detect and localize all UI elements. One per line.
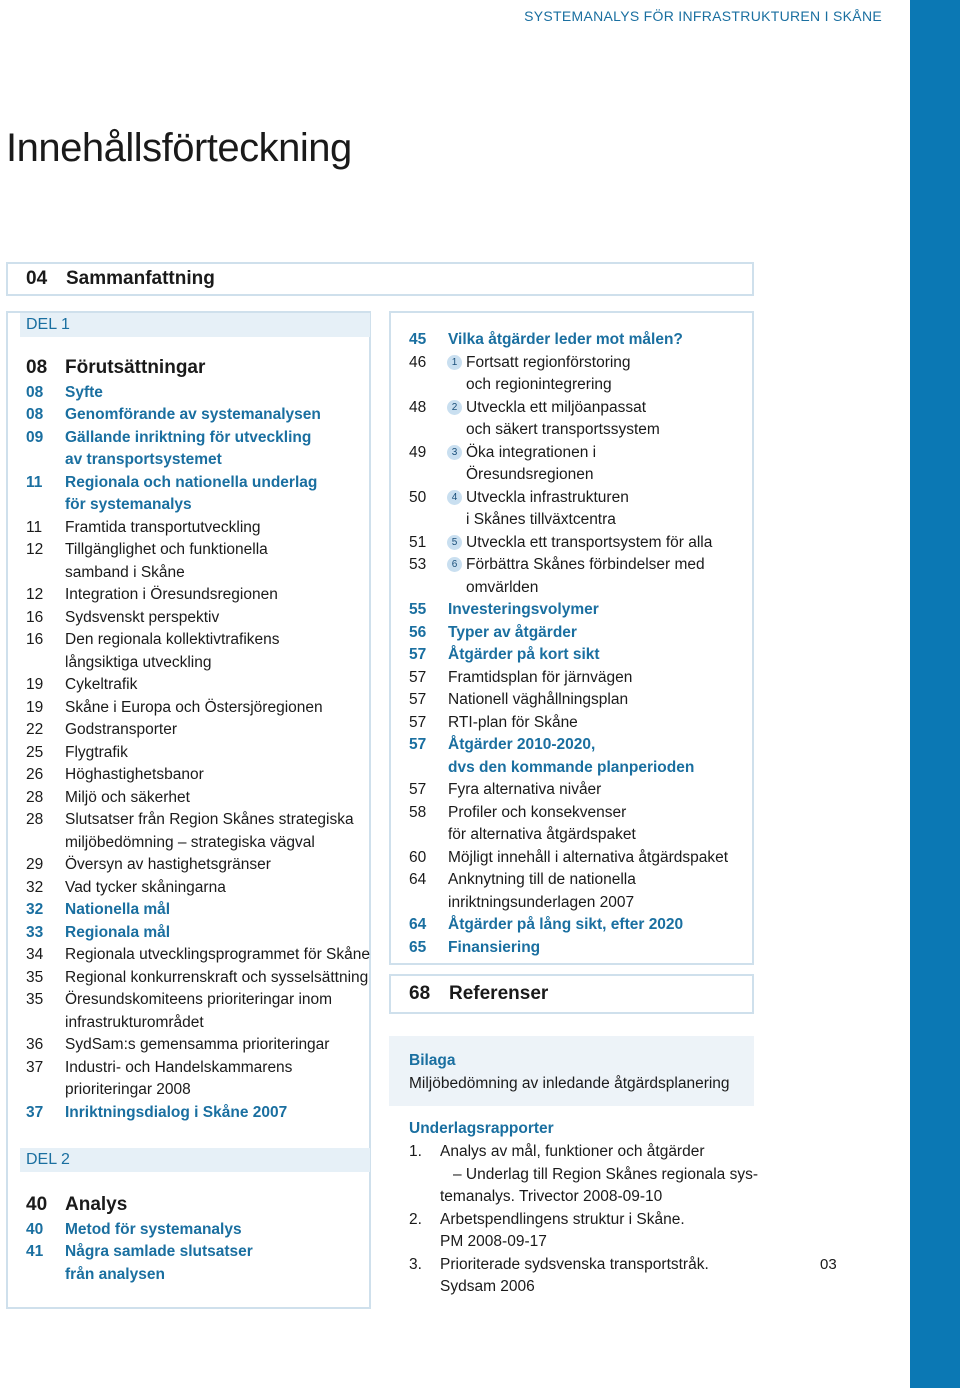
toc-entry-text: Åtgärder 2010-2020, [448, 736, 596, 753]
side-color-bar [910, 0, 960, 1388]
toc-entry-text: Anknytning till de nationella [448, 871, 636, 888]
toc-page-number: 35 [26, 968, 44, 986]
toc-entry-text: Nationella mål [65, 901, 171, 918]
number-badge-icon: 3 [447, 445, 462, 460]
toc-page-number: 26 [26, 766, 44, 783]
toc-page-number: 41 [26, 1243, 44, 1260]
toc-entry-text: Öka integrationen i [466, 443, 597, 461]
underlag-item-text: PM 2008-09-17 [440, 1233, 547, 1250]
toc-page-number: 37 [26, 1103, 44, 1121]
references-title: Referenser [449, 983, 549, 1004]
toc-entry-text: och säkert transportssystem [466, 421, 660, 438]
toc-entry-text: av transportsystemet [65, 451, 222, 468]
toc-entry-text: prioriteringar 2008 [65, 1081, 191, 1098]
toc-entry-text: Regionala mål [65, 923, 171, 941]
toc-entry-text: Den regionala kollektivtrafikens [65, 631, 280, 648]
toc-page-number: 40 [26, 1194, 48, 1215]
toc-entry-text: Öresundsregionen [466, 466, 594, 483]
toc-entry-text: Cykeltrafik [65, 676, 138, 693]
toc-entry-text: Miljö och säkerhet [65, 788, 190, 806]
toc-entry-text: Åtgärder på kort sikt [448, 646, 600, 663]
toc-entry-text: Öresundskomiteens prioriteringar inom [65, 991, 333, 1008]
toc-entry-text: dvs den kommande planperioden [448, 758, 695, 776]
del2-heading: DEL 2 [20, 1148, 370, 1172]
toc-entry-text: inriktningsunderlagen 2007 [448, 893, 635, 911]
toc-page-number: 34 [26, 946, 44, 963]
toc-page-number: 16 [26, 608, 44, 626]
toc-page-number: 19 [26, 676, 44, 693]
number-badge-icon: 5 [447, 535, 462, 550]
toc-page-number: 12 [26, 541, 44, 558]
toc-page-number: 49 [409, 443, 427, 461]
toc-page-number: 57 [409, 691, 427, 708]
toc-page-number: 64 [409, 871, 427, 888]
toc-page-number: 57 [409, 646, 427, 663]
toc-entry-text: Slutsatser från Region Skånes strategiska [65, 811, 354, 828]
toc-entry-text: Genomförande av systemanalysen [65, 406, 321, 423]
toc-entry-text: samband i Skåne [65, 563, 185, 581]
toc-entry-text: Regionala och nationella underlag [65, 473, 318, 491]
toc-entry-text: Sydsvenskt perspektiv [65, 608, 220, 626]
toc-entry-text: Syfte [65, 383, 103, 401]
toc-entry-text: Skåne i Europa och Östersjöregionen [65, 698, 323, 716]
underlag-item-text: Analys av mål, funktioner och åtgärder [440, 1143, 705, 1160]
toc-entry-text: Framtida transportutveckling [65, 518, 261, 536]
toc-page-number: 40 [26, 1220, 44, 1238]
summary-page-number: 04 [26, 268, 48, 289]
bilaga-heading: Bilaga [409, 1052, 456, 1069]
references-box [389, 974, 754, 1014]
toc-page-number: 57 [409, 736, 427, 753]
toc-page-number: 53 [409, 556, 427, 573]
toc-page-number: 09 [26, 428, 44, 446]
toc-entry-text: Utveckla ett miljöanpassat [466, 398, 647, 416]
toc-entry-text: Integration i Öresundsregionen [65, 586, 278, 603]
underlag-item-text: Prioriterade sydsvenska transportstråk. [440, 1255, 709, 1273]
toc-entry-text: Flygtrafik [65, 743, 128, 761]
toc-page-number: 11 [26, 473, 43, 491]
toc-page-number: 11 [26, 518, 43, 536]
toc-page-number: 25 [26, 743, 44, 761]
toc-entry-text: Några samlade slutsatser [65, 1243, 253, 1260]
toc-page-number: 45 [409, 331, 427, 348]
toc-entry-text: i Skånes tillväxtcentra [466, 511, 616, 528]
toc-entry-text: Typer av åtgärder [448, 623, 577, 641]
underlag-item-text: Sydsam 2006 [440, 1278, 535, 1295]
toc-entry-text: Förutsättningar [65, 357, 206, 378]
toc-page-number: 08 [26, 383, 44, 401]
toc-page-number: 51 [409, 533, 427, 551]
toc-entry-text: Fortsatt regionförstoring [466, 353, 631, 371]
underlag-item-text: – Underlag till Region Skånes regionala sys- [453, 1165, 758, 1183]
toc-page-number: 55 [409, 601, 427, 618]
toc-entry-text: för alternativa åtgärdspaket [448, 826, 636, 843]
toc-entry-text: infrastrukturområdet [65, 1013, 204, 1031]
toc-page-number: 08 [26, 357, 48, 378]
del1-heading: DEL 1 [20, 313, 370, 337]
toc-entry-text: Finansiering [448, 938, 541, 956]
underlag-item-text: temanalys. Trivector 2008-09-10 [440, 1188, 663, 1205]
running-header: SYSTEMANALYS FÖR INFRASTRUKTUREN I SKÅNE [524, 8, 882, 24]
toc-page-number: 32 [26, 878, 44, 896]
toc-entry-text: Förbättra Skånes förbindelser med [466, 556, 705, 573]
toc-page-number: 19 [26, 698, 44, 716]
toc-page-number: 28 [26, 811, 44, 828]
toc-page-number: 37 [26, 1058, 44, 1076]
page-number: 03 [820, 1256, 837, 1273]
toc-entry-text: Vad tycker skåningarna [65, 878, 226, 896]
summary-box [6, 262, 754, 296]
toc-entry-text: SydSam:s gemensamma prioriteringar [65, 1036, 330, 1053]
toc-entry-text: Åtgärder på lång sikt, efter 2020 [448, 916, 684, 933]
number-badge-icon: 1 [447, 355, 462, 370]
toc-entry-text: Profiler och konsekvenser [448, 803, 627, 821]
toc-entry-text: Framtidsplan för järnvägen [448, 668, 633, 686]
toc-entry-text: Utveckla infrastrukturen [466, 488, 629, 506]
toc-entry-text: långsiktiga utveckling [65, 653, 212, 671]
toc-page-number: 60 [409, 848, 427, 866]
toc-page-number: 48 [409, 398, 427, 416]
toc-entry-text: Vilka åtgärder leder mot målen? [448, 331, 683, 348]
toc-entry-text: Utveckla ett transportsystem för alla [466, 533, 713, 551]
toc-page-number: 57 [409, 781, 427, 798]
toc-page-number: 35 [26, 991, 44, 1008]
toc-entry-text: Möjligt innehåll i alternativa åtgärdspaket [448, 848, 729, 866]
toc-page-number: 32 [26, 901, 44, 918]
toc-page-number: 29 [26, 856, 44, 873]
toc-page-number: 12 [26, 586, 44, 603]
toc-entry-text: RTI-plan för Skåne [448, 713, 578, 731]
summary-title: Sammanfattning [66, 268, 215, 289]
toc-entry-text: Tillgänglighet och funktionella [65, 541, 268, 558]
toc-entry-text: Fyra alternativa nivåer [448, 781, 602, 798]
toc-entry-text: Inriktningsdialog i Skåne 2007 [65, 1103, 288, 1121]
toc-page-number: 57 [409, 713, 427, 731]
toc-page-number: 16 [26, 631, 44, 648]
toc-page-number: 46 [409, 353, 427, 371]
number-badge-icon: 2 [447, 400, 462, 415]
toc-entry-text: Godstransporter [65, 721, 177, 738]
toc-entry-text: Industri- och Handelskammarens [65, 1058, 293, 1076]
toc-entry-text: Nationell väghållningsplan [448, 691, 629, 708]
toc-entry-text: Metod för systemanalys [65, 1220, 242, 1238]
toc-entry-text: och regionintegrering [466, 376, 612, 393]
toc-entry-text: omvärlden [466, 578, 539, 596]
toc-page-number: 28 [26, 788, 44, 806]
references-page-number: 68 [409, 983, 431, 1004]
toc-page-number: 33 [26, 923, 44, 941]
number-badge-icon: 6 [447, 557, 462, 572]
toc-page-number: 36 [26, 1036, 44, 1053]
toc-page-number: 65 [409, 938, 427, 956]
toc-page-number: 22 [26, 721, 44, 738]
toc-entry-text: Höghastighetsbanor [65, 766, 204, 783]
toc-page-number: 50 [409, 488, 427, 506]
toc-page-number: 56 [409, 623, 427, 641]
underlag-item-number: 1. [409, 1143, 422, 1160]
toc-page-number: 64 [409, 916, 427, 933]
bilaga-text: Miljöbedömning av inledande åtgärdsplanering [409, 1075, 730, 1092]
toc-entry-text: Översyn av hastighetsgränser [65, 856, 271, 873]
toc-page-number: 57 [409, 668, 427, 686]
toc-page-number: 58 [409, 803, 427, 821]
page-title: Innehållsförteckning [6, 126, 352, 170]
toc-entry-text: från analysen [65, 1265, 165, 1283]
toc-page-number: 08 [26, 406, 44, 423]
toc-entry-text: Investeringsvolymer [448, 601, 599, 618]
toc-entry-text: miljöbedömning – strategiska vägval [65, 833, 315, 851]
toc-entry-text: för systemanalys [65, 496, 192, 513]
toc-entry-text: Analys [65, 1194, 128, 1215]
toc-entry-text: Regionala utvecklingsprogrammet för Skåne [65, 946, 370, 963]
underlag-item-number: 3. [409, 1255, 422, 1273]
underlag-item-text: Arbetspendlingens struktur i Skåne. [440, 1210, 685, 1228]
number-badge-icon: 4 [447, 490, 462, 505]
underlag-heading: Underlagsrapporter [409, 1120, 554, 1137]
toc-entry-text: Regional konkurrenskraft och sysselsättning [65, 968, 369, 986]
underlag-item-number: 2. [409, 1210, 422, 1228]
toc-entry-text: Gällande inriktning för utveckling [65, 428, 312, 446]
